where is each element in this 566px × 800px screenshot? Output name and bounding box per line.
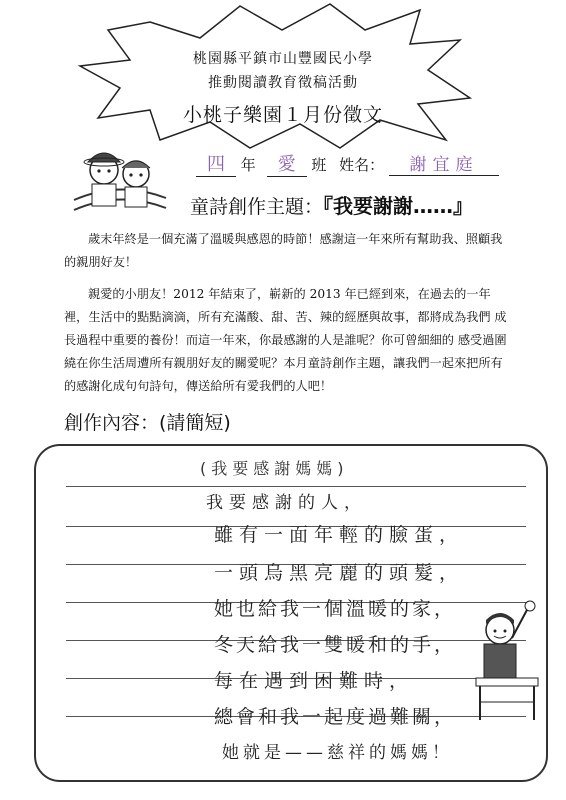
poem-line: 一頭烏黑亮麗的頭髮， [214,562,465,584]
two-children-on-bench-illustration [70,140,170,220]
event-name: 推動閱讀教育徵稿活動 [208,75,358,91]
poem-line: 冬天給我一雙暖和的手， [214,634,457,656]
class-value: 愛 [267,150,307,177]
name-value: 謝宜庭 [389,150,499,176]
content-section-label: 創作內容：(請簡短) [64,412,231,434]
poem-title: (我要感謝媽媽) [200,459,349,478]
poem-line: 她也給我一個溫暖的家， [214,598,457,620]
page-title: 小桃子樂園１月份徵文 [182,104,383,126]
name-label: 姓名： [339,156,385,174]
poem-line: 雖有一面年輕的臉蛋， [214,524,465,546]
student-info-row [196,150,499,177]
school-name: 桃園縣平鎮市山豐國民小學 [193,51,373,67]
intro-paragraph-1: 歲末年終是一個充滿了溫暖與感恩的時節！感謝這一年來所有幫助我、照顧我的親朋好友！ [64,232,503,269]
theme-title: 『我要謝謝……』 [323,194,474,218]
writing-rule [66,486,526,487]
poem-line: 我要感謝的人， [206,493,367,513]
grade-label: 年 [240,156,256,174]
poem-line: 她就是——慈祥的媽媽！ [222,743,453,763]
poem-line: 總會和我一起度過難關， [214,706,457,728]
child-waving-at-desk-illustration [474,598,544,728]
theme-label: 童詩創作主題： [190,196,324,218]
intro-paragraph-2: 親愛的小朋友！2012 年結束了，嶄新的 2013 年已經到來，在過去的一年裡，生活中的點點滴滴，所有充滿酸、甜、苦、辣的經歷與故事，都將成為我們 成長過程中重要的養份！而這一年來，你最感謝的人是誰呢？你可曾細細的 感受過圍繞在你生活周遭所有親朋好友的關愛呢？本月童詩創作主題，讓我們一起來把所有的感謝化成句句詩句，傳送給所有愛我們的人吧！ [64,287,507,393]
theme-heading [190,190,473,219]
grade-value: 四 [196,150,236,177]
poem-line: 每在遇到困難時， [214,670,415,692]
class-label: 班 [311,156,327,174]
